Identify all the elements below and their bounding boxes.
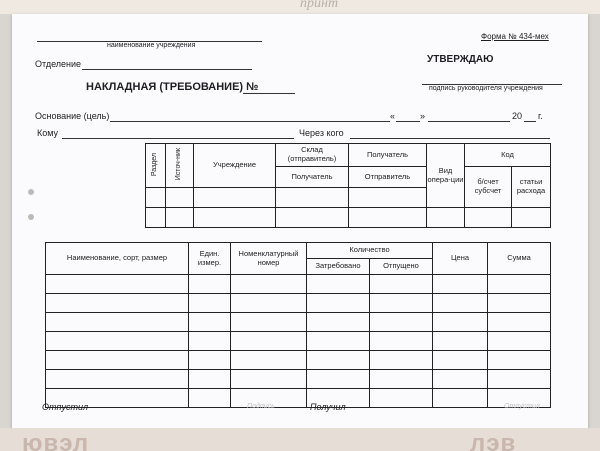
section-header: Раздел [146, 144, 166, 188]
table-cell [349, 188, 427, 208]
table-cell [488, 332, 551, 351]
table-cell [433, 294, 488, 313]
table-row [46, 332, 551, 351]
basis-label: Основание (цель) [35, 111, 110, 121]
table-cell [276, 188, 349, 208]
expense-item-header: статьи расхода [512, 167, 551, 208]
table-cell [370, 332, 433, 351]
table-cell [276, 208, 349, 228]
sender-subheader: Отправитель [349, 167, 427, 188]
institution-caption: наименование учреждения [107, 42, 196, 49]
table-cell [46, 370, 189, 389]
table-row [46, 313, 551, 332]
code-table [145, 143, 551, 228]
table-cell [307, 313, 370, 332]
receiver-subheader: Получатель [276, 167, 349, 188]
table-cell [46, 294, 189, 313]
received-by-label: Получил [310, 402, 346, 412]
table-cell [433, 370, 488, 389]
table-cell [488, 313, 551, 332]
head-signature-caption: подпись руководителя учреждения [429, 85, 543, 92]
nomenclature-header: Номенклатурный номер [231, 243, 307, 275]
table-cell [433, 389, 488, 408]
background-bottom [0, 428, 600, 451]
table-cell [166, 188, 194, 208]
table-cell [46, 313, 189, 332]
bottom-watermark-right: лэв [470, 430, 517, 451]
table-cell [189, 275, 231, 294]
table-cell [370, 313, 433, 332]
table-row [46, 389, 551, 408]
table-row [46, 370, 551, 389]
faint-mid-text: Подпись [247, 403, 275, 410]
date-day-line [396, 121, 420, 122]
date-month-line [428, 121, 510, 122]
table-cell [231, 275, 307, 294]
table-cell [349, 208, 427, 228]
table-row [46, 294, 551, 313]
source-header: Источ-ник [166, 144, 194, 188]
sum-header: Сумма [488, 243, 551, 275]
via-label: Через кого [299, 128, 344, 138]
date-year-line [524, 121, 536, 122]
form-title: НАКЛАДНАЯ (ТРЕБОВАНИЕ) № [86, 81, 259, 93]
to-line [62, 138, 294, 139]
table-cell [370, 351, 433, 370]
table-row [46, 275, 551, 294]
table-cell [189, 332, 231, 351]
released-header: Отпущено [370, 259, 433, 275]
operation-type-header: Вид опера-ции [427, 144, 465, 208]
table-cell [231, 351, 307, 370]
name-header: Наименование, сорт, размер [46, 243, 189, 275]
institution-header: Учреждение [194, 144, 276, 188]
table-cell [433, 332, 488, 351]
table-cell [231, 313, 307, 332]
account-subaccount-header: б/счет субсчет [465, 167, 512, 208]
department-line [82, 69, 252, 70]
table-cell [146, 208, 166, 228]
approve-label: УТВЕРЖДАЮ [427, 54, 494, 65]
basis-line [110, 121, 390, 122]
year-suffix: г. [538, 111, 543, 121]
table-cell [488, 294, 551, 313]
to-label: Кому [37, 128, 59, 138]
released-by-label: Отпустил [42, 402, 89, 412]
table-cell [433, 351, 488, 370]
receiver-header: Получатель [349, 144, 427, 167]
date-open-quote: « [390, 111, 396, 121]
unit-header: Един. измер. [189, 243, 231, 275]
department-label: Отделение [35, 59, 82, 69]
table-cell [189, 389, 231, 408]
table-cell [370, 389, 433, 408]
table-cell [307, 275, 370, 294]
table-cell [166, 208, 194, 228]
table-cell [231, 332, 307, 351]
table-cell [189, 294, 231, 313]
table-cell [46, 332, 189, 351]
date-close-quote: » [420, 111, 426, 121]
year-prefix: 20 [512, 111, 523, 121]
table-cell [189, 313, 231, 332]
faint-right-text: Отпустил [504, 403, 540, 410]
table-cell [488, 275, 551, 294]
table-row [46, 351, 551, 370]
table-cell [194, 208, 276, 228]
table-cell [46, 351, 189, 370]
table-cell [307, 351, 370, 370]
binding-hole [28, 214, 34, 220]
title-number-line [243, 93, 295, 94]
table-cell [488, 370, 551, 389]
bottom-watermark-left: ювэл [22, 430, 90, 451]
form-number: Форма № 434-мех [481, 32, 549, 41]
table-cell [433, 313, 488, 332]
table-cell [307, 294, 370, 313]
table-cell [194, 188, 276, 208]
table-cell [189, 351, 231, 370]
via-line [350, 138, 550, 139]
binding-hole [28, 189, 34, 195]
warehouse-header: Склад (отправитель) [276, 144, 349, 167]
table-cell [370, 370, 433, 389]
background-top [0, 0, 600, 14]
table-cell [231, 370, 307, 389]
price-header: Цена [433, 243, 488, 275]
form-sheet [12, 14, 588, 432]
table-cell [370, 294, 433, 313]
table-cell [433, 275, 488, 294]
table-cell [488, 351, 551, 370]
table-cell [307, 370, 370, 389]
table-cell [512, 208, 551, 228]
table-cell [189, 370, 231, 389]
requested-header: Затребовано [307, 259, 370, 275]
table-cell [231, 294, 307, 313]
table-cell [427, 208, 465, 228]
table-cell [370, 275, 433, 294]
code-header: Код [465, 144, 551, 167]
brand-watermark-top: принт [300, 0, 339, 11]
table-cell [146, 188, 166, 208]
table-cell [307, 332, 370, 351]
table-cell [46, 275, 189, 294]
table-cell [465, 208, 512, 228]
items-table [45, 242, 551, 408]
quantity-header: Количество [307, 243, 433, 259]
